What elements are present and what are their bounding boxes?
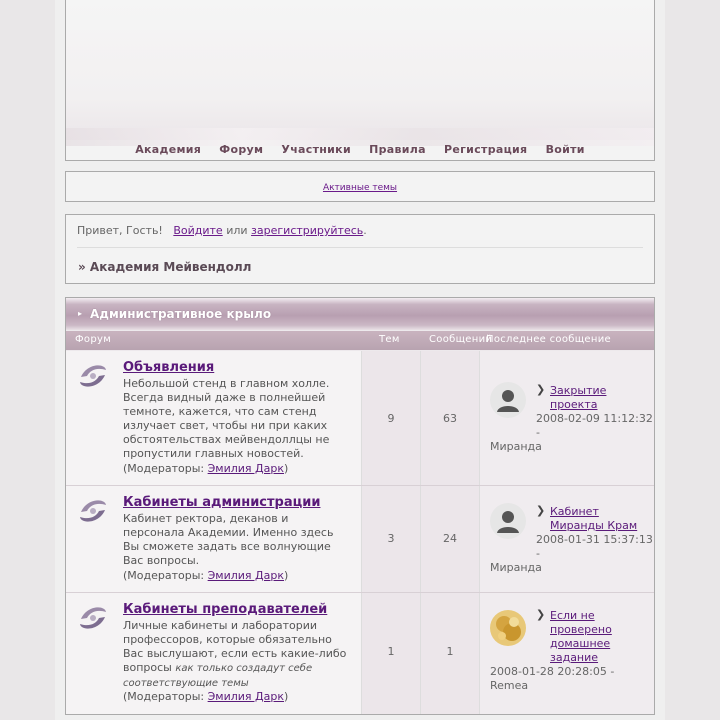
last-post-date: 2008-02-09 11:12:32 -	[536, 412, 653, 439]
avatar[interactable]	[490, 610, 526, 646]
avatar[interactable]	[490, 503, 526, 539]
last-post-date: 2008-01-28 20:28:05 -	[490, 665, 615, 678]
divider	[77, 247, 643, 248]
last-post-user[interactable]: Миранда	[490, 440, 542, 453]
nav-forum[interactable]: Форум	[219, 143, 264, 156]
last-post-user[interactable]: Миранда	[490, 561, 542, 574]
or-text: или	[226, 224, 248, 237]
posts-count: 1	[446, 645, 454, 658]
header-banner	[65, 0, 655, 161]
greeting: Привет, Гость!	[77, 224, 163, 237]
topics-count: 3	[387, 532, 395, 545]
forum-title[interactable]: Кабинеты преподавателей	[123, 602, 328, 617]
col-forum: Форум	[75, 334, 112, 345]
category-block	[65, 297, 655, 715]
active-topics-bar	[65, 171, 655, 202]
last-post-arrow-icon[interactable]: ❯	[536, 608, 546, 621]
category-header[interactable]	[66, 298, 654, 330]
col-topics: Тем	[379, 334, 400, 345]
moderators: (Модераторы: Эмилия Дарк)	[123, 462, 289, 475]
posts-count: 63	[443, 412, 457, 425]
forum-swirl-icon	[77, 603, 109, 633]
col-last-post: Последнее сообщение	[486, 334, 611, 345]
forum-description: Личные кабинеты и лаборатории профессоров, которые обязательно Вас выслушают, если есть какие-либо вопросы как только создадут себе соответствующие темы	[123, 619, 347, 689]
forum-title[interactable]: Объявления	[123, 360, 215, 375]
breadcrumb[interactable]: » Академия Мейвендолл	[78, 260, 252, 274]
forum-row	[66, 351, 654, 486]
last-post-title[interactable]: Кабинет Миранды Крам	[550, 505, 638, 532]
main-nav	[66, 143, 654, 156]
moderator-link[interactable]: Эмилия Дарк	[207, 690, 285, 703]
moderators: (Модераторы: Эмилия Дарк)	[123, 569, 289, 582]
forum-row	[66, 593, 654, 714]
col-posts: Сообщений	[429, 334, 493, 345]
nav-members[interactable]: Участники	[281, 143, 351, 156]
forum-description: Кабинет ректора, деканов и персонала Академии. Именно здесь Вы сможете задать все волнующие Вас вопросы.	[123, 512, 334, 567]
nav-rules[interactable]: Правила	[369, 143, 426, 156]
moderators: (Модераторы: Эмилия Дарк)	[123, 690, 289, 703]
moderator-link[interactable]: Эмилия Дарк	[207, 569, 285, 582]
column-headers	[66, 331, 654, 350]
forum-swirl-icon	[77, 496, 109, 526]
collapse-arrow-icon[interactable]: ▸	[78, 309, 83, 318]
forum-swirl-icon	[77, 361, 109, 391]
topics-count: 9	[387, 412, 395, 425]
welcome-panel	[65, 214, 655, 284]
page	[55, 0, 665, 720]
forum-row	[66, 486, 654, 593]
nav-login[interactable]: Войти	[545, 143, 585, 156]
last-post-title[interactable]: Закрытие проекта	[550, 384, 607, 411]
last-post-arrow-icon[interactable]: ❯	[536, 383, 546, 396]
posts-count: 24	[443, 532, 457, 545]
last-post-user[interactable]: Remea	[490, 679, 529, 692]
topics-count: 1	[387, 645, 395, 658]
nav-academy[interactable]: Академия	[135, 143, 202, 156]
register-link[interactable]: зарегистрируйтесь	[251, 224, 364, 237]
avatar[interactable]	[490, 382, 526, 418]
last-post-arrow-icon[interactable]: ❯	[536, 504, 546, 517]
login-link[interactable]: Войдите	[173, 224, 223, 237]
category-title: Административное крыло	[90, 307, 272, 321]
welcome-text: Привет, Гость! Войдите или зарегистрируйтесь.	[77, 224, 367, 237]
forum-description: Небольшой стенд в главном холле. Всегда видный даже в полнейшей темноте, кажется, что сам стенд излучает свет, чтобы ни при каких обстоятельствах мейвендоллцы не пропустили главных новостей.	[123, 377, 330, 460]
active-topics-link[interactable]: Активные темы	[322, 183, 398, 193]
moderator-link[interactable]: Эмилия Дарк	[207, 462, 285, 475]
banner-image	[66, 0, 654, 140]
last-post-date: 2008-01-31 15:37:13 -	[536, 533, 653, 560]
forum-title[interactable]: Кабинеты администрации	[123, 495, 321, 510]
nav-register[interactable]: Регистрация	[444, 143, 528, 156]
last-post-title[interactable]: Если не проверено домашнее задание	[550, 609, 612, 664]
